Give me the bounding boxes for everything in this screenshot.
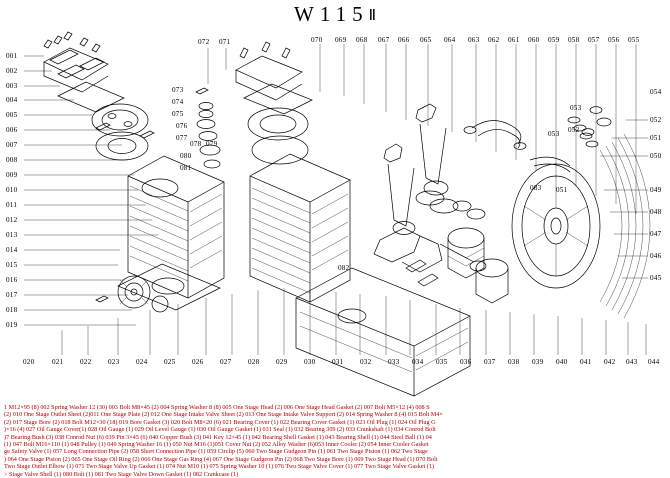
label-057: 057: [588, 36, 600, 44]
label-054: 054: [650, 88, 662, 96]
label-047: 047: [650, 230, 662, 238]
label-028: 028: [248, 358, 260, 366]
label-014: 014: [6, 246, 18, 254]
label-033: 033: [388, 358, 400, 366]
label-011: 011: [6, 201, 18, 209]
parts-list-line: )×16 (4) 027 Oil Gauge Cover(1) 028 Oil Gauge (1) 029 Oil Level Gauge (1) 030 Oil Gauge Gasket (1) 031 Seal (1) 032 Bearing 309 (2) 033 Crankshaft (1) 034 Conrod Bolt: [4, 426, 436, 434]
label-007: 007: [6, 141, 18, 149]
label-080: 080: [180, 152, 192, 160]
label-082: 082: [338, 264, 350, 272]
label-038: 038: [508, 358, 520, 366]
label-065: 065: [420, 36, 432, 44]
label-072: 072: [198, 38, 210, 46]
label-052: 052: [650, 116, 662, 124]
label-043: 043: [626, 358, 638, 366]
label-055: 055: [628, 36, 640, 44]
label-004: 004: [6, 96, 18, 104]
label-023: 023: [108, 358, 120, 366]
label-039: 039: [532, 358, 544, 366]
parts-list-line: ge Safety Valve (1) 057 Long Connection Pipe (2) 058 Short Connection Pipe (1) 059 Circlip (5) 060 Two Stage Gudgeon Pin (1) 061 Two Stage Piston (1) 062 Two Stage: [4, 448, 428, 456]
label-006: 006: [6, 126, 18, 134]
label-032: 032: [360, 358, 372, 366]
label-005: 005: [6, 111, 18, 119]
label-030: 030: [304, 358, 316, 366]
label-037: 037: [484, 358, 496, 366]
label-034: 034: [412, 358, 424, 366]
label-067: 067: [378, 36, 390, 44]
parts-list-line: (2) 010 One Stage Outlet Sheet (2)011 One Stage Plate (2) 012 One Stage Intake Valve Sheet (2) 013 One Stage Intake Valve Support (2) 014 Spring Washer 8 (4) 015 Bolt M4×: [4, 411, 443, 419]
label-076: 076: [176, 122, 188, 130]
label-009: 009: [6, 171, 18, 179]
label-051: 051: [650, 134, 662, 142]
label-049: 049: [650, 186, 662, 194]
label-068: 068: [356, 36, 368, 44]
label-046: 046: [650, 252, 662, 260]
parts-list-line: )7 Bearing Bush (3) 038 Conrod Nut (6) 039 Pin 3×45 (6) 040 Copper Bush (3) 041 Key 12×45 (1) 042 Bearing Shell Gasket (1) 043 Bearing Shell (1) 044 Steel Ball (1) 04: [4, 433, 432, 441]
label-025: 025: [164, 358, 176, 366]
parts-list: [4, 404, 668, 478]
label-078: 078: [190, 140, 202, 148]
label-013: 013: [6, 231, 18, 239]
label-027: 027: [220, 358, 232, 366]
label-075: 075: [172, 110, 184, 118]
label-074: 074: [172, 98, 184, 106]
label-021: 021: [52, 358, 64, 366]
label-003: 003: [6, 82, 18, 90]
label-069: 069: [335, 36, 347, 44]
label-059: 059: [548, 36, 560, 44]
label-062: 062: [488, 36, 500, 44]
label-036: 036: [460, 358, 472, 366]
label-063: 063: [468, 36, 480, 44]
label-015: 015: [6, 261, 18, 269]
label-071: 071: [219, 38, 231, 46]
parts-list-line: (2) 017 Stage Bore (2) 018 Bolt M12×30 (18) 019 Bore Gasket (3) 020 Bolt M8×20 (6) 021 Bearing Cover (1) 022 Bearing Cover Gasket (1) 023 Oil Plug (1) 024 Oil Plug G: [4, 418, 436, 426]
label-002: 002: [6, 67, 18, 75]
parts-list-line: > Stage Valve Shell (1) 080 Bolt (1) 081 Two Stage Valve Down Gasket (1) 082 Crankcase (1): [4, 470, 239, 478]
label-019: 019: [6, 321, 18, 329]
label-053b: 053: [548, 130, 560, 138]
label-056: 056: [608, 36, 620, 44]
label-042: 042: [604, 358, 616, 366]
label-073: 073: [172, 86, 184, 94]
label-040: 040: [556, 358, 568, 366]
label-020: 020: [23, 358, 35, 366]
label-018: 018: [6, 306, 18, 314]
label-012: 012: [6, 216, 18, 224]
label-044: 044: [648, 358, 660, 366]
label-045: 045: [650, 274, 662, 282]
label-022: 022: [80, 358, 92, 366]
label-024: 024: [136, 358, 148, 366]
label-060: 060: [528, 36, 540, 44]
label-029: 029: [276, 358, 288, 366]
parts-list-line: ) 064 One Stage Piston (2) 065 One Stage Oil Ring (2) 066 One Stage Gas Ring (4) 067 One Stage Gudgeon Pin (2) 068 Two Stage Bore (1) 069 Two Stage Head (1) 070 Bolt: [4, 455, 438, 463]
label-061: 061: [508, 36, 520, 44]
label-031: 031: [332, 358, 344, 366]
label-026: 026: [192, 358, 204, 366]
label-048: 048: [650, 208, 662, 216]
label-035: 035: [436, 358, 448, 366]
parts-list-line: 1 M12×95 (8) 002 Spring Washer 12 (30) 003 Bolt M8×45 (2) 004 Spring Washer 8 (8) 005 One Stage Head (2) 006 One Stage Head Gasket (2) 007 Bolt M5×12 (4) 008 S: [4, 404, 430, 411]
label-017: 017: [6, 291, 18, 299]
label-010: 010: [6, 186, 18, 194]
label-070: 070: [311, 36, 323, 44]
label-016: 016: [6, 276, 18, 284]
label-008: 008: [6, 156, 18, 164]
label-041: 041: [580, 358, 592, 366]
page-title-suffix: Ⅱ: [368, 8, 376, 24]
label-064: 064: [444, 36, 456, 44]
label-077: 077: [176, 134, 188, 142]
label-051b: 051: [556, 186, 568, 194]
label-081: 081: [180, 164, 192, 172]
label-001: 001: [6, 52, 18, 60]
label-066: 066: [398, 36, 410, 44]
label-079: 079: [206, 140, 218, 148]
parts-list-line: Two Stage Outlet Elbow (1) 071 Two Stage Valve Up Gasket (1) 074 Nut M10 (1) 075 Spring Washer 10 (1) 076 Two Stage Valve Cover (1) 077 Two Stage Valve Gasket (1): [4, 463, 435, 471]
label-052b: 052: [568, 126, 580, 134]
label-053: 053: [570, 104, 582, 112]
label-058: 058: [568, 36, 580, 44]
parts-list-line: (1) 047 Bolt M16×110 (1) 048 Pulley (1) 049 Spring Washer 16 (1) 050 Nut M16 (1)051 Cover Nut (2) 052 Alloy Washer (6)053 Inner Cooler (2) 054 Inner Cooler Gasket: [4, 441, 429, 449]
page-title-main: W115: [294, 2, 369, 26]
label-050: 050: [650, 152, 662, 160]
label-083: 083: [530, 184, 542, 192]
